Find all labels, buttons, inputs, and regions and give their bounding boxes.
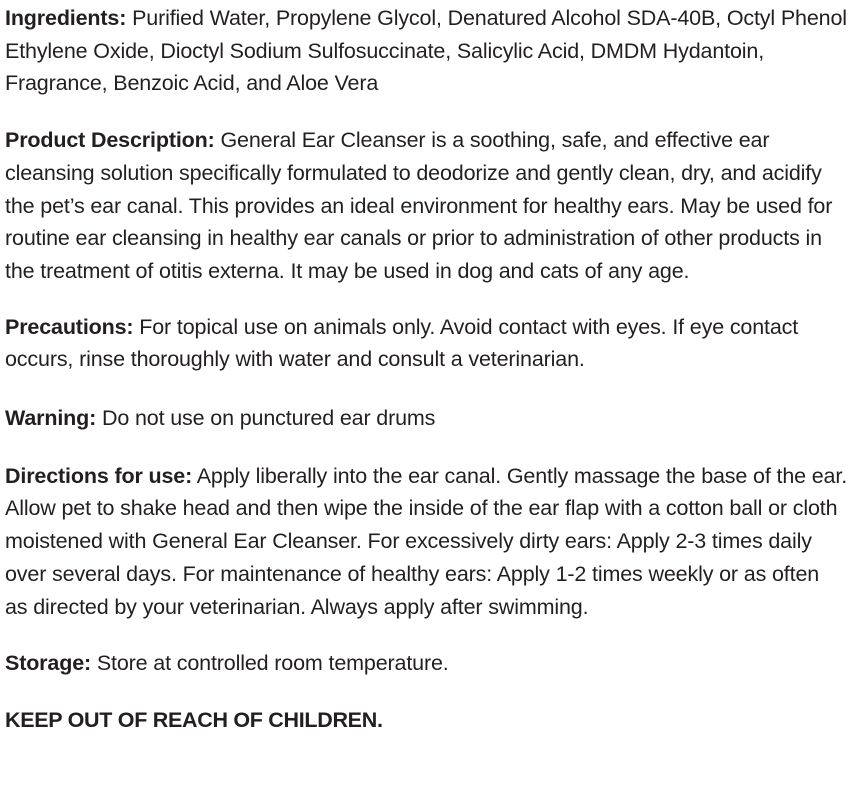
ingredients-text: Purified Water, Propylene Glycol, Denatured Alcohol SDA-40B, Octyl Phenol Ethylene Oxide, Dioctyl Sodium Sulfosuccinate, Salicylic Acid, DMDM Hydantoin, Fragrance, Benzoic Acid, and Aloe Vera bbox=[5, 6, 847, 96]
precautions-label: Precautions: bbox=[5, 314, 134, 339]
storage-section bbox=[5, 647, 847, 680]
keep-out-of-reach-notice: KEEP OUT OF REACH OF CHILDREN. bbox=[5, 707, 383, 732]
precautions-section bbox=[5, 311, 847, 376]
storage-label: Storage: bbox=[5, 651, 92, 676]
storage-text: Store at controlled room temperature. bbox=[91, 651, 449, 676]
directions-label: Directions for use: bbox=[5, 463, 193, 488]
ingredients-label: Ingredients: bbox=[5, 6, 127, 30]
product-description-label: Product Description: bbox=[5, 128, 215, 153]
product-description-text: General Ear Cleanser is a soothing, safe, and effective ear cleansing solution specifically formulated to deodorize and gently clean, dry, and acidify the pet’s ear canal. This provides an ideal environment for healthy ears. May be used for routine ear cleansing in healthy ear canals or prior to administration of other products in the treatment of otitis externa. It may be used in dog and cats of any age. bbox=[5, 128, 833, 283]
directions-text: Apply liberally into the ear canal. Gently massage the base of the ear. Allow pet to shake head and then wipe the inside of the ear flap with a cotton ball or cloth moistened with General Ear Cleanser. For excessively dirty ears: Apply 2-3 times daily over several days. For maintenance of healthy ears: Apply 1-2 times weekly or as often as directed by your veterinarian. Always apply after swimming. bbox=[5, 463, 848, 619]
warning-text: Do not use on punctured ear drums bbox=[96, 406, 436, 431]
product-label-document bbox=[5, 2, 847, 737]
precautions-text: For topical use on animals only. Avoid contact with eyes. If eye contact occurs, rinse thoroughly with water and consult a veterinarian. bbox=[5, 314, 799, 372]
directions-section bbox=[5, 460, 847, 624]
ingredients-section bbox=[5, 2, 847, 100]
warning-section bbox=[5, 402, 847, 435]
product-description-section bbox=[5, 124, 847, 288]
warning-label: Warning: bbox=[5, 406, 97, 431]
